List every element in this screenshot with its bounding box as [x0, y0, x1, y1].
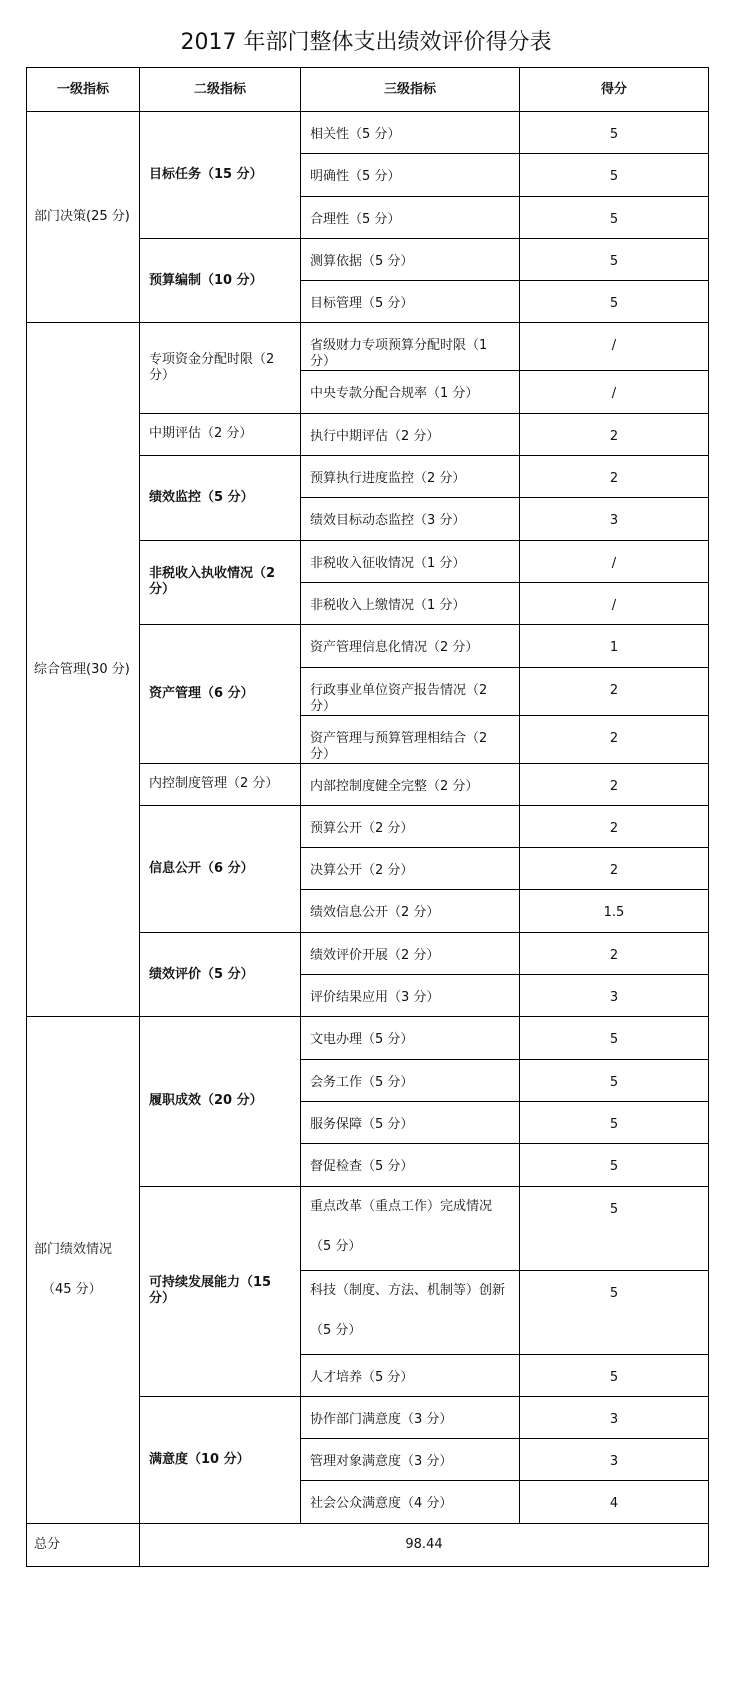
score-cell: 5 — [520, 1101, 709, 1143]
level3-label-line1: 科技（制度、方法、机制等）创新 — [310, 1282, 506, 1298]
level3-cell: 资产管理信息化情况（2 分） — [301, 625, 520, 667]
score-cell: / — [520, 371, 709, 413]
level3-cell: 绩效目标动态监控（3 分） — [301, 498, 520, 540]
level2-cell: 可持续发展能力（15 分） — [140, 1186, 301, 1396]
level3-label-line2: （5 分） — [310, 1322, 362, 1338]
level2-cell: 中期评估（2 分） — [140, 413, 301, 455]
level3-cell: 目标管理（5 分） — [301, 281, 520, 323]
level1-cell — [27, 323, 140, 1017]
level3-cell: 绩效信息公开（2 分） — [301, 890, 520, 932]
level1-cell — [27, 1017, 140, 1523]
score-cell: 2 — [520, 715, 709, 763]
level2-cell: 内控制度管理（2 分） — [140, 763, 301, 805]
score-cell: 5 — [520, 1354, 709, 1396]
table-body — [27, 112, 709, 1524]
table-row — [27, 323, 709, 371]
level3-cell: 明确性（5 分） — [301, 154, 520, 196]
score-cell: 2 — [520, 667, 709, 715]
level2-cell: 专项资金分配时限（2 分） — [140, 323, 301, 413]
level3-cell: 预算执行进度监控（2 分） — [301, 456, 520, 498]
level3-cell: 服务保障（5 分） — [301, 1101, 520, 1143]
score-cell: 2 — [520, 848, 709, 890]
total-row — [27, 1523, 709, 1566]
header-level2: 二级指标 — [140, 68, 301, 112]
score-cell: 5 — [520, 196, 709, 238]
level3-cell: 执行中期评估（2 分） — [301, 413, 520, 455]
level3-cell: 省级财力专项预算分配时限（1 分） — [301, 323, 520, 371]
level2-cell: 绩效监控（5 分） — [140, 456, 301, 541]
level1-label: 综合管理(30 分) — [34, 661, 130, 677]
level3-cell: 非税收入上缴情况（1 分） — [301, 582, 520, 624]
score-cell: 5 — [520, 281, 709, 323]
level3-cell: 文电办理（5 分） — [301, 1017, 520, 1059]
score-cell: 2 — [520, 456, 709, 498]
level3-cell: 协作部门满意度（3 分） — [301, 1396, 520, 1438]
level3-cell: 管理对象满意度（3 分） — [301, 1439, 520, 1481]
score-cell: 3 — [520, 1396, 709, 1438]
level3-cell — [301, 1270, 520, 1354]
score-cell: 1 — [520, 625, 709, 667]
level3-cell: 非税收入征收情况（1 分） — [301, 540, 520, 582]
level3-cell: 相关性（5 分） — [301, 112, 520, 154]
score-cell: / — [520, 582, 709, 624]
level2-cell: 履职成效（20 分） — [140, 1017, 301, 1186]
level3-cell: 合理性（5 分） — [301, 196, 520, 238]
score-cell: 3 — [520, 975, 709, 1017]
score-cell: 2 — [520, 413, 709, 455]
level3-cell: 资产管理与预算管理相结合（2 分） — [301, 715, 520, 763]
score-cell: 5 — [520, 1059, 709, 1101]
level3-cell: 绩效评价开展（2 分） — [301, 932, 520, 974]
score-table — [26, 67, 709, 1567]
level3-label-line2: （5 分） — [310, 1238, 362, 1254]
level3-cell: 行政事业单位资产报告情况（2 分） — [301, 667, 520, 715]
score-cell: 5 — [520, 238, 709, 280]
score-cell: 5 — [520, 154, 709, 196]
level3-cell — [301, 1186, 520, 1270]
table-row — [27, 112, 709, 154]
level3-cell: 中央专款分配合规率（1 分） — [301, 371, 520, 413]
level3-label-line1: 重点改革（重点工作）完成情况 — [310, 1198, 493, 1214]
level3-cell: 测算依据（5 分） — [301, 238, 520, 280]
level2-cell: 非税收入执收情况（2 分） — [140, 540, 301, 625]
level2-cell: 满意度（10 分） — [140, 1396, 301, 1523]
score-cell: 5 — [520, 1270, 709, 1354]
level2-cell: 预算编制（10 分） — [140, 238, 301, 323]
header-level1: 一级指标 — [27, 68, 140, 112]
score-cell: 3 — [520, 1439, 709, 1481]
score-cell: 5 — [520, 1186, 709, 1270]
level2-cell: 资产管理（6 分） — [140, 625, 301, 763]
score-cell: / — [520, 323, 709, 371]
page-title: 2017 年部门整体支出绩效评价得分表 — [180, 30, 552, 55]
level1-label: 部门绩效情况 — [34, 1242, 113, 1258]
level3-cell: 决算公开（2 分） — [301, 848, 520, 890]
table-row — [27, 1017, 709, 1059]
score-cell: 1.5 — [520, 890, 709, 932]
table-header-row — [27, 68, 709, 112]
score-cell: 3 — [520, 498, 709, 540]
score-cell: / — [520, 540, 709, 582]
level3-cell: 督促检查（5 分） — [301, 1144, 520, 1186]
score-cell: 4 — [520, 1481, 709, 1523]
level1-label-line2: （45 分） — [42, 1282, 102, 1298]
level3-cell: 人才培养（5 分） — [301, 1354, 520, 1396]
level3-cell: 评价结果应用（3 分） — [301, 975, 520, 1017]
score-cell: 2 — [520, 805, 709, 847]
level3-cell: 会务工作（5 分） — [301, 1059, 520, 1101]
score-cell: 2 — [520, 763, 709, 805]
level2-cell: 绩效评价（5 分） — [140, 932, 301, 1017]
level3-cell: 预算公开（2 分） — [301, 805, 520, 847]
total-value: 98.44 — [140, 1523, 709, 1566]
score-cell: 5 — [520, 112, 709, 154]
score-cell: 5 — [520, 1017, 709, 1059]
score-cell: 5 — [520, 1144, 709, 1186]
header-level3: 三级指标 — [301, 68, 520, 112]
level3-cell: 内部控制度健全完整（2 分） — [301, 763, 520, 805]
level2-cell: 信息公开（6 分） — [140, 805, 301, 932]
level1-cell — [27, 112, 140, 323]
level3-cell: 社会公众满意度（4 分） — [301, 1481, 520, 1523]
level1-label: 部门决策(25 分) — [34, 209, 130, 225]
header-score: 得分 — [520, 68, 709, 112]
level2-cell: 目标任务（15 分） — [140, 112, 301, 239]
score-cell: 2 — [520, 932, 709, 974]
total-label: 总分 — [27, 1523, 140, 1566]
